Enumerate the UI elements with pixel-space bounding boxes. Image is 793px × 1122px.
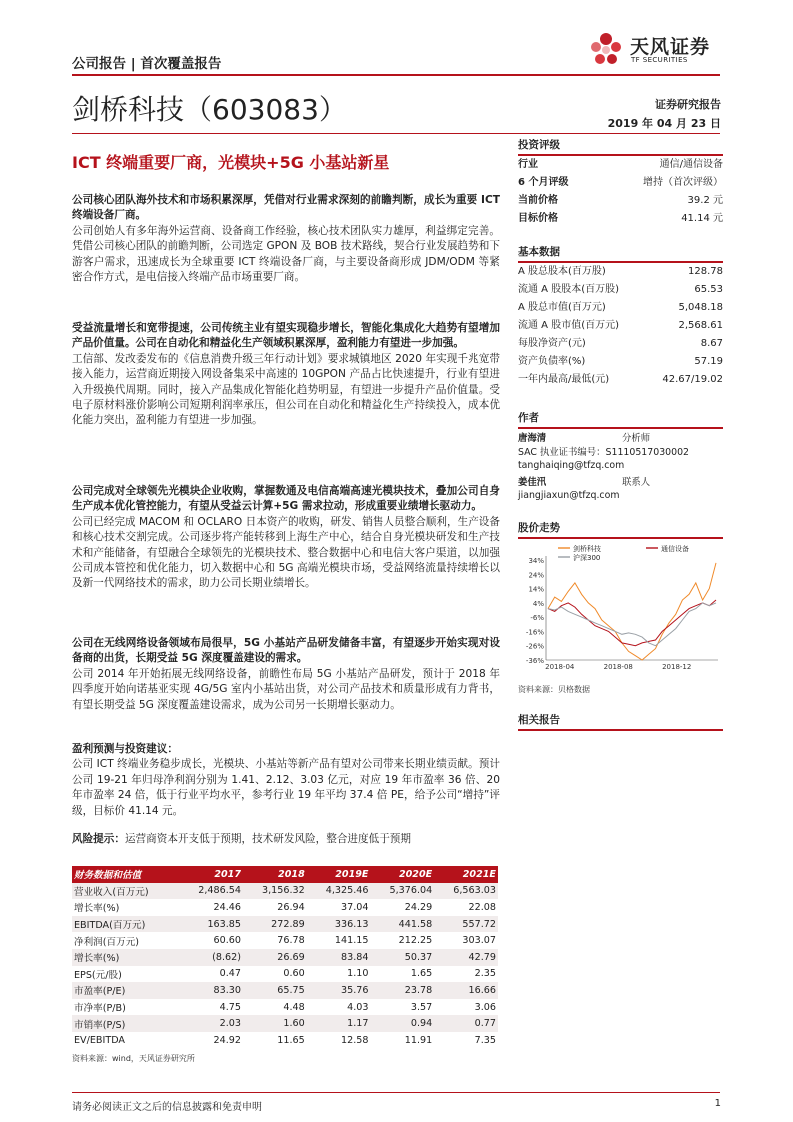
table-row [72,932,498,949]
cell: 1.65 [410,968,433,980]
author-heading: 作者 [518,410,723,429]
x-tick-label: 2018-12 [662,663,692,671]
section-text: 公司 2014 年开始拓展无线网络设备，前瞻性布局 5G 小基站产品研发，预计于 2018 年四季度开始向诺基亚实现 4G/5G 室内小基站出货，对公司产品技术和质量形成有力背书，有望长期受益 5G 深度覆盖建设需求，成为公司另一长期增长驱动力。 [72,667,500,711]
author-entry [518,476,723,503]
author-box [518,410,723,503]
cell: 24.46 [213,901,242,913]
table-header-cell: 财务数据和估值 [72,866,179,883]
footer-disclaimer: 请务必阅读正文之后的信息披露和免责申明 [72,1102,262,1113]
table-row [72,949,498,966]
basic-row [518,299,723,317]
row-label: 市销率(P/S) [72,1015,179,1032]
basic-row [518,371,723,389]
tf-flower-icon [586,30,626,70]
basic-value: 128.78 [688,266,723,277]
basic-value: 65.53 [694,284,723,295]
cell: 12.58 [341,1034,369,1046]
cell: 6,563.03 [434,883,498,900]
basic-row [518,281,723,299]
cell: 212.25 [398,935,433,947]
row-label: EV/EBITDA [74,1034,125,1046]
table-header-cell: 2021E [434,866,498,883]
basic-value: 42.67/19.02 [662,374,723,385]
y-tick-label: -16% [525,628,544,637]
footer-rule [72,1092,720,1093]
author-email[interactable]: jiangjiaxun@tfzq.com [518,490,620,501]
table-row [72,982,498,999]
basic-row [518,317,723,335]
cell: 35.76 [307,982,371,999]
table-row [72,916,498,933]
basic-label: 每股净资产(元) [518,338,586,349]
basic-value: 8.67 [700,338,723,349]
cell: 11.91 [404,1034,433,1046]
series-line-2 [548,600,716,646]
table-header-cell: 2019E [307,866,371,883]
cell: 0.77 [434,1015,498,1032]
table-header-cell: 2018 [243,866,307,883]
author-role: 联系人 [622,476,651,488]
section-4 [72,636,500,713]
y-tick-label: 4% [532,599,544,608]
basic-row [518,335,723,353]
rating-value: 39.2 元 [687,195,723,206]
logo-subtext: TF SECURITIES [631,56,688,64]
cell: 23.78 [370,982,434,999]
basic-data-heading: 基本数据 [518,244,723,263]
cell: 303.07 [462,935,496,947]
chart-heading: 股价走势 [518,520,723,539]
cell: 1.10 [347,968,369,980]
y-tick-label: 14% [528,585,544,594]
cell: 2.03 [179,1015,243,1032]
section-lead: 公司在无线网络设备领域布局很早，5G 小基站产品研发储备丰富，有望逐步开始实现对设备商的出货，长期受益 5G 深度覆盖建设的需求。 [72,637,500,665]
table-row [72,1032,498,1049]
row-label: 市净率(P/B) [74,1003,126,1015]
page-number: 1 [714,1098,721,1109]
cell: 2.35 [474,968,496,980]
cell: 76.78 [277,935,305,947]
cell: 0.60 [283,968,305,980]
row-label: 增长率(%) [74,903,120,915]
related-reports-box [518,712,723,731]
basic-label: 流通 A 股市值(百万元) [518,320,620,331]
basic-value: 57.19 [694,356,723,367]
section-1 [72,193,500,285]
section-lead: 公司完成对全球领先光模块企业收购，掌握数通及电信高端高速光模块技术，叠加公司自身生产成本优化管控能力，有望从受益云计算+5G 需求拉动，形成重要业绩增长驱动力。 [72,485,500,513]
cell: 163.85 [179,916,243,933]
y-tick-label: 34% [528,557,544,565]
cell: 65.75 [243,982,307,999]
cell: 24.29 [404,901,433,913]
series-line-3 [548,603,716,646]
section-lead: 盈利预测与投资建议： [72,743,178,755]
cell: 16.66 [434,982,498,999]
section-lead: 受益流量增长和宽带提速，公司传统主业有望实现稳步增长，智能化集成化大趋势有望增加产品价值量。公司在自动化和精益化生产领域积累深厚，盈利能力有望进一步加强。 [72,322,500,350]
table-row [72,883,498,900]
table-source: 资料来源：wind，天风证券研究所 [72,1053,195,1063]
rating-row [518,210,723,228]
legend-label: 剑桥科技 [573,545,601,553]
basic-row [518,353,723,371]
cell: 83.30 [179,982,243,999]
rating-row [518,192,723,210]
basic-data-box [518,244,723,389]
risk-text: 运营商资本开支低于预期，技术研发风险，整合进度低于预期 [124,833,411,845]
author-entry [518,432,723,473]
section-text: 公司创始人有多年海外运营商、设备商工作经验，核心技术团队实力雄厚，利益绑定完善。凭借公司核心团队的前瞻判断，公司选定 GPON 及 BOB 技术路线，契合行业发展趋势和下游客户需求，迅速成长为全球重要 ICT 终端设备厂商，与主要设备商形成 JDM/ODM 等紧密合作方式，是电信接入终端产品市场重要厂商。 [72,224,500,284]
cell: 37.04 [341,901,369,913]
section-3 [72,484,500,592]
legend-label: 通信设备 [661,545,689,553]
y-tick-label: -36% [525,657,544,665]
price-chart [518,540,723,680]
cell: 141.15 [334,935,369,947]
cell: 1.60 [243,1015,307,1032]
cell: 5,376.04 [370,883,434,900]
basic-value: 2,568.61 [678,320,723,331]
rating-row [518,156,723,174]
cell: 26.69 [243,949,307,966]
row-label: 增长率(%) [72,949,179,966]
cell: 22.08 [468,901,496,913]
author-cert: SAC 执业证书编号：S1110517030002 [518,446,690,458]
chart-source: 资料来源：贝格数据 [518,685,590,694]
cell: 3.57 [410,1001,433,1013]
section-text: 公司 ICT 终端业务稳步成长，光模块、小基站等新产品有望对公司带来长期业绩贡献。预计公司 19-21 年归母净利润分别为 1.41、2.12、3.03 亿元，对应 19 年市盈率 36 倍、20 年市盈率 24 倍，低于行业平均水平，参考行业 19 年平均 37.4 倍 PE，给予公司“增持”评级，目标价 41.14 元。 [72,758,500,817]
cell: 11.65 [277,1034,305,1046]
x-tick-label: 2018-08 [603,663,633,671]
cell: 24.92 [213,1034,242,1046]
rating-heading: 投资评级 [518,137,723,156]
table-row [72,1015,498,1032]
cell: 0.94 [370,1015,434,1032]
table-header-row [72,866,498,883]
author-name: 唐海清 [518,433,547,444]
cell: 4.75 [219,1001,242,1013]
row-label: EBITDA(百万元) [72,916,179,933]
cell: 4,325.46 [307,883,371,900]
rating-label: 6 个月评级 [518,177,569,188]
cell: 557.72 [434,916,498,933]
risk-warning [72,832,500,847]
table-row [72,999,498,1016]
cell: 3.06 [474,1001,496,1013]
cell: 60.60 [213,935,242,947]
related-heading: 相关报告 [518,712,723,731]
rating-label: 目标价格 [518,213,558,224]
row-label: 净利润(百万元) [74,936,140,948]
y-tick-label: -26% [525,642,544,651]
rating-value: 通信/通信设备 [659,159,723,170]
row-label: EPS(元/股) [74,969,122,981]
row-label: 市盈率(P/E) [72,982,179,999]
rating-label: 当前价格 [518,195,558,206]
table-row [72,899,498,916]
author-role: 分析师 [622,433,651,444]
risk-label: 风险提示： [72,833,125,845]
cell: 336.13 [307,916,371,933]
rating-row [518,174,723,192]
author-email[interactable]: tanghaiqing@tfzq.com [518,460,625,471]
basic-label: 流通 A 股股本(百万股) [518,284,620,295]
price-chart-box [518,520,723,539]
cell: 26.94 [277,901,305,913]
cell: 83.84 [307,949,371,966]
basic-label: A 股总股本(百万股) [518,266,606,277]
cell: (8.62) [179,949,243,966]
rating-value: 增持（首次评级） [643,177,723,188]
section-lead: 公司核心团队海外技术和市场积累深厚，凭借对行业需求深刻的前瞻判断，成长为重要 ICT 终端设备厂商。 [72,194,500,222]
section-text: 工信部、发改委发布的《信息消费升级三年行动计划》要求城镇地区 2020 年实现千兆宽带接入能力，运营商近期接入网设备集采中高速的 10GPON 产品占比快速提升，行业有望进入升级换代周期。同时，接入产品集成化智能化趋势明显，有望进一步提升产品价值量。受电子原材料涨价影响公司短期利润率承压，但公司在自动化和精益化生产持续投入，成本优化能力突出，盈利能力有望进一步加强。 [72,352,500,427]
financial-table [72,866,498,1049]
cell: 2,486.54 [179,883,243,900]
report-date: 2019 年 04 月 23 日 [607,117,721,130]
row-label: 营业收入(百万元) [72,883,179,900]
financial-table-wrap [72,866,498,1064]
cell: 3,156.32 [243,883,307,900]
section-5 [72,742,500,819]
x-tick-label: 2018-04 [545,663,575,671]
cell: 42.79 [434,949,498,966]
section-text: 公司已经完成 MACOM 和 OCLARO 日本资产的收购，研发、销售人员整合顺利，生产设备和核心技术交割完成。公司逐步将产能转移到上海生产中心，结合自身光模块研发和生产技术和产能储备，有望融合全球领先的光模块技术、整合数据中心和电信大客户渠道，以加强公司成本管控和优化能力，切入数据中心和 5G 高端光模块市场，受益网络流量持续增长以及新一代网络技术的需求，助力公司长期业绩增长。 [72,515,500,590]
basic-row [518,263,723,281]
rating-box [518,137,723,228]
cell: 272.89 [243,916,307,933]
rating-label: 行业 [518,159,538,170]
y-tick-label: -6% [530,614,544,623]
rating-value: 41.14 元 [681,213,723,224]
brand-logo [586,28,726,72]
basic-value: 5,048.18 [678,302,723,313]
legend-label: 沪深300 [573,554,601,562]
y-tick-label: 24% [528,571,544,580]
table-header-cell: 2017 [179,866,243,883]
report-type: 证券研究报告 [655,98,721,111]
author-name: 姜佳汛 [518,476,547,488]
table-header-cell: 2020E [370,866,434,883]
company-name: 剑桥科技（603083） [72,93,347,126]
basic-label: 资产负债率(%) [518,356,586,367]
cell: 50.37 [370,949,434,966]
cell: 4.03 [347,1001,369,1013]
basic-label: 一年内最高/最低(元) [518,374,610,385]
cell: 7.35 [474,1034,496,1046]
section-2 [72,321,500,429]
report-title: ICT 终端重要厂商，光模块+5G 小基站新星 [72,153,390,172]
cell: 0.47 [219,968,242,980]
header-rule [72,74,720,76]
cell: 441.58 [370,916,434,933]
cell: 4.48 [283,1001,305,1013]
basic-label: A 股总市值(百万元) [518,302,606,313]
title-rule [72,133,720,134]
logo-text: 天风证券 [630,36,711,58]
cell: 1.17 [307,1015,371,1032]
table-row [72,966,498,983]
report-category: 公司报告 | 首次覆盖报告 [72,56,222,72]
